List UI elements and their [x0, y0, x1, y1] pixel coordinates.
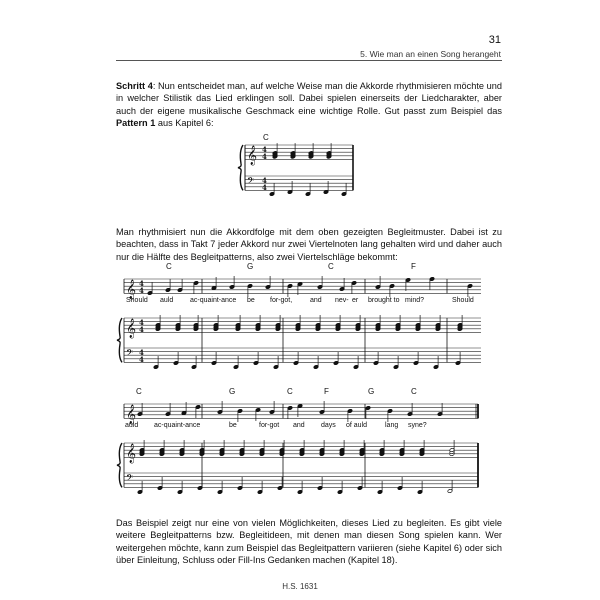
time-signature: 4: [262, 144, 267, 154]
lyric: auld: [160, 297, 174, 304]
chord-symbol: C: [166, 262, 172, 271]
lyric: of auld: [346, 422, 368, 429]
time-signature: 4: [139, 347, 144, 357]
notes: [137, 143, 472, 494]
lyric: syne?: [408, 422, 427, 429]
lyric: ac-quaint-ance: [190, 297, 237, 304]
chord-symbol: C: [136, 387, 142, 396]
treble-clef-icon: 𝄞: [126, 318, 137, 339]
treble-clef-icon: 𝄞: [247, 145, 258, 166]
page-number: 31: [488, 34, 501, 46]
step-label: Schritt 4: [116, 81, 153, 91]
lyric: be: [247, 297, 255, 304]
staff-structure: [117, 145, 478, 488]
chord-symbol: F: [411, 262, 416, 271]
time-signature: 4: [139, 325, 144, 335]
lyric: be: [229, 422, 237, 429]
paragraph-rhythmize: Man rhythmisiert nun die Akkordfolge mit dem oben gezeigten Begleitmuster. Dabei ist zu beachten, dass in Takt 7 jeder Akkord nur zwei Viertelnoten lang gehalten wird und daher auch nur die Hälfte des Begleitpatterns, also zwei Viertelschläge bekommt:: [116, 227, 502, 262]
time-signature: 4: [262, 183, 267, 193]
treble-clef-icon: 𝄞: [126, 443, 137, 464]
brace: [238, 145, 243, 190]
time-signature: 4: [139, 278, 144, 288]
treble-clef-icon: 𝄞: [126, 404, 137, 425]
lyric: and: [310, 297, 322, 304]
lyric: er: [352, 297, 359, 304]
lyric: nev-: [335, 297, 349, 304]
lyric: auld: [125, 422, 139, 429]
pattern-label: Pattern 1: [116, 118, 156, 129]
time-signature: 4: [139, 317, 144, 327]
time-signature: 4: [262, 175, 267, 185]
lyric: lang: [385, 422, 399, 429]
treble-clef-icon: 𝄞: [126, 279, 137, 300]
brace: [117, 318, 122, 362]
chord-symbol: C: [263, 133, 269, 142]
score-text: [125, 133, 474, 429]
time-signature: 4: [139, 286, 144, 296]
running-head: 5. Wie man an einen Song herangeht: [360, 49, 501, 59]
time-signature: 4: [262, 152, 267, 162]
lyric: and: [293, 422, 305, 429]
lyric: days: [321, 422, 336, 429]
brace: [117, 443, 122, 487]
lyric: for-got: [259, 422, 280, 429]
paragraph-conclusion: Das Beispiel zeigt nur eine von vielen Möglichkeiten, dieses Lied zu begleiten. Es gibt viele weitere Begleitpatterns bzw. Begleitideen, mit denen man diesen Song spielen kann. Wer weitergehen möchte, kann zum Beispiel das Begleitpattern variieren (siehe Kapitel 6) oder sich über Einleitung, Schluss oder Fill-Ins Gedanken machen (Kapitel 18).: [116, 518, 502, 566]
staff-lines: [124, 145, 481, 487]
lyric: Should: [126, 297, 148, 304]
lyric: brought to: [368, 297, 400, 304]
bass-clef-icon: 𝄢: [126, 472, 134, 486]
lyric: mind?: [405, 297, 425, 304]
paragraph-text: : Nun entscheidet man, auf welche Weise man die Akkorde rhythmisieren möchte und in welcher Stilistik das Lied erklingen soll. Dabei spielen einerseits der Liedcharakter, aber auch der eigene musikalische Geschmack eine wichtige Rolle. Gut passt zum Beispiel das: [116, 81, 502, 116]
chord-symbol: C: [411, 387, 417, 396]
bass-clef-icon: 𝄢: [247, 175, 255, 189]
time-signature: 4: [139, 355, 144, 365]
lyric: ac-quaint-ance: [154, 422, 201, 429]
lyric: Should: [452, 297, 474, 304]
footer-code: H.S. 1631: [282, 582, 318, 591]
bass-clef-icon: 𝄢: [126, 347, 134, 361]
chord-symbol: G: [247, 262, 254, 271]
lyric: for-got,: [270, 297, 293, 304]
chord-symbol: F: [324, 387, 329, 396]
paragraph-text: aus Kapitel 6:: [155, 118, 214, 129]
chord-symbol: C: [328, 262, 334, 271]
chord-symbol: G: [368, 387, 375, 396]
chord-symbol: C: [287, 387, 293, 396]
chord-symbol: G: [229, 387, 236, 396]
